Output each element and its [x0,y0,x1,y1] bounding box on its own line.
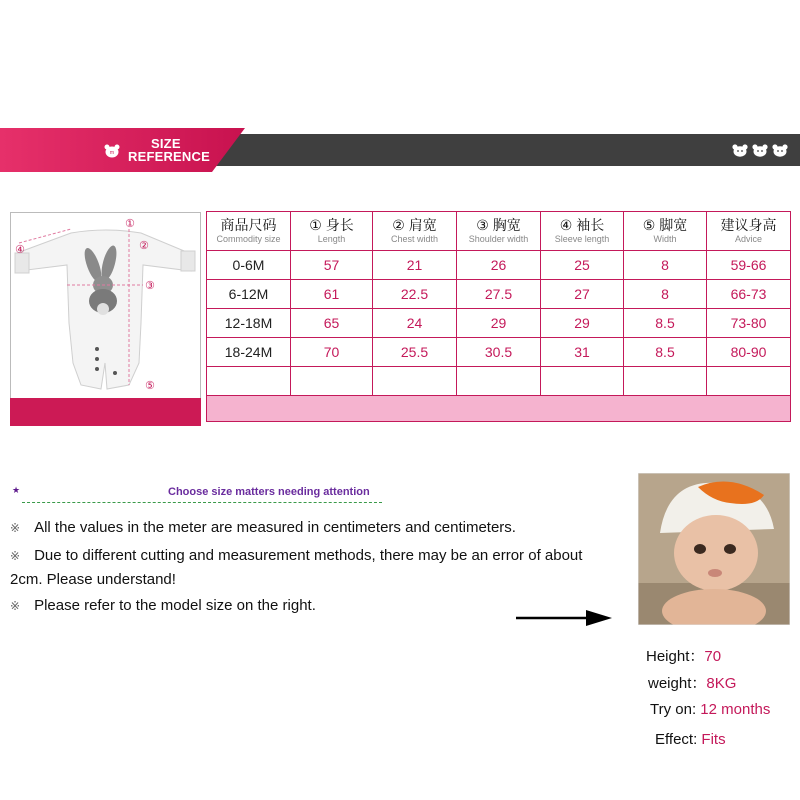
marker-3: ③ [145,279,155,292]
size-cell: 18-24M [207,338,291,367]
note-text: Please refer to the model size on the right. [34,597,316,614]
effect-label: Effect: [655,731,702,748]
weight-label: weight： [648,675,707,692]
romper-drawing [11,213,200,425]
model-height [646,645,721,666]
model-effect [655,731,726,748]
value-cell: 25.5 [373,338,457,367]
header-main: 建议身高 [720,217,777,233]
banner-pink-strip [0,128,800,172]
column-header [457,212,541,251]
tryon-label: Try on: [650,701,701,718]
empty-cell [373,367,457,396]
value-cell: 8 [624,251,707,280]
size-cell: 12-18M [207,309,291,338]
height-value: 70 [704,648,722,665]
value-cell: 30.5 [457,338,541,367]
tryon-value: 12 months [700,701,771,718]
value-cell: 80-90 [707,338,791,367]
note-text: Due to different cutting and measurement methods, there may be an error of about 2cm. Please understand! [10,547,583,588]
empty-cell [457,367,541,396]
value-cell: 22.5 [373,280,457,309]
value-cell: 21 [373,251,457,280]
model-weight [648,672,736,693]
romper-illustration [10,212,201,426]
column-header [707,212,791,251]
empty-cell [624,367,707,396]
value-cell: 27 [541,280,624,309]
svg-text:m: m [109,150,115,156]
banner-title [128,137,210,163]
header-sub: Length [317,234,346,244]
note-item [10,594,316,618]
empty-cell [291,367,373,396]
size-table [206,211,791,422]
bear-face-icon [752,144,768,157]
value-cell: 8.5 [624,309,707,338]
value-cell: 65 [291,309,373,338]
table-row [207,280,791,309]
value-cell: 70 [291,338,373,367]
column-header [373,212,457,251]
value-cell: 24 [373,309,457,338]
table-footer-band [207,396,791,422]
value-cell: 73-80 [707,309,791,338]
value-cell: 29 [457,309,541,338]
notes-heading: Choose size matters needing attention [168,486,370,498]
note-item [10,516,516,540]
value-cell: 26 [457,251,541,280]
bear-face-icon [104,144,120,158]
table-row [207,338,791,367]
right-arrow-icon [516,608,612,628]
banner-title-line1: SIZE [151,136,181,151]
value-cell: 8 [624,280,707,309]
dashed-divider [22,502,382,503]
model-tryon [650,701,770,718]
marker-1: ① [125,217,135,230]
star-icon: ★ [12,485,21,495]
header-sub: Width [653,234,677,244]
reference-mark-icon: ※ [10,521,21,535]
size-cell: 0-6M [207,251,291,280]
value-cell: 29 [541,309,624,338]
bear-face-icon [732,144,748,157]
column-header [291,212,373,251]
note-text: All the values in the meter are measured in centimeters and centimeters. [34,519,516,536]
empty-cell [207,367,291,396]
header-main: ④ 袖长 [559,217,605,233]
value-cell: 27.5 [457,280,541,309]
header-sub: Sleeve length [554,234,610,244]
marker-5: ⑤ [145,379,155,392]
reference-mark-icon: ※ [10,599,21,613]
size-cell: 6-12M [207,280,291,309]
header-sub: Commodity size [216,234,281,244]
table-row [207,251,791,280]
value-cell: 25 [541,251,624,280]
empty-cell [541,367,624,396]
reference-mark-icon: ※ [10,549,21,563]
header-main: ① 身长 [309,217,354,233]
note-item [10,544,610,592]
header-sub: Advice [734,234,762,244]
column-header [541,212,624,251]
value-cell: 8.5 [624,338,707,367]
table-header-row [207,212,791,251]
size-reference-banner [0,128,800,172]
empty-cell [707,367,791,396]
marker-4: ④ [15,243,25,256]
table-row [207,309,791,338]
effect-value: Fits [701,731,726,748]
value-cell: 66-73 [707,280,791,309]
empty-table-row [207,367,791,396]
value-cell: 61 [291,280,373,309]
height-label: Height： [646,648,705,665]
pink-band-cell [207,396,791,422]
illustration-pink-band [10,398,201,426]
value-cell: 59-66 [707,251,791,280]
header-sub: Shoulder width [468,234,529,244]
banner-title-line2: REFERENCE [128,149,210,164]
header-sub: Chest width [390,234,439,244]
header-main: 商品尺码 [220,217,277,233]
column-header [207,212,291,251]
header-main: ⑤ 脚宽 [642,217,688,233]
weight-value: 8KG [706,675,737,692]
bear-face-icon [772,144,788,157]
model-baby-photo [638,473,790,625]
header-main: ② 肩宽 [392,217,437,233]
value-cell: 31 [541,338,624,367]
bear-icons-group [732,144,788,157]
header-main: ③ 胸宽 [476,217,521,233]
column-header [624,212,707,251]
marker-2: ② [139,239,149,252]
value-cell: 57 [291,251,373,280]
